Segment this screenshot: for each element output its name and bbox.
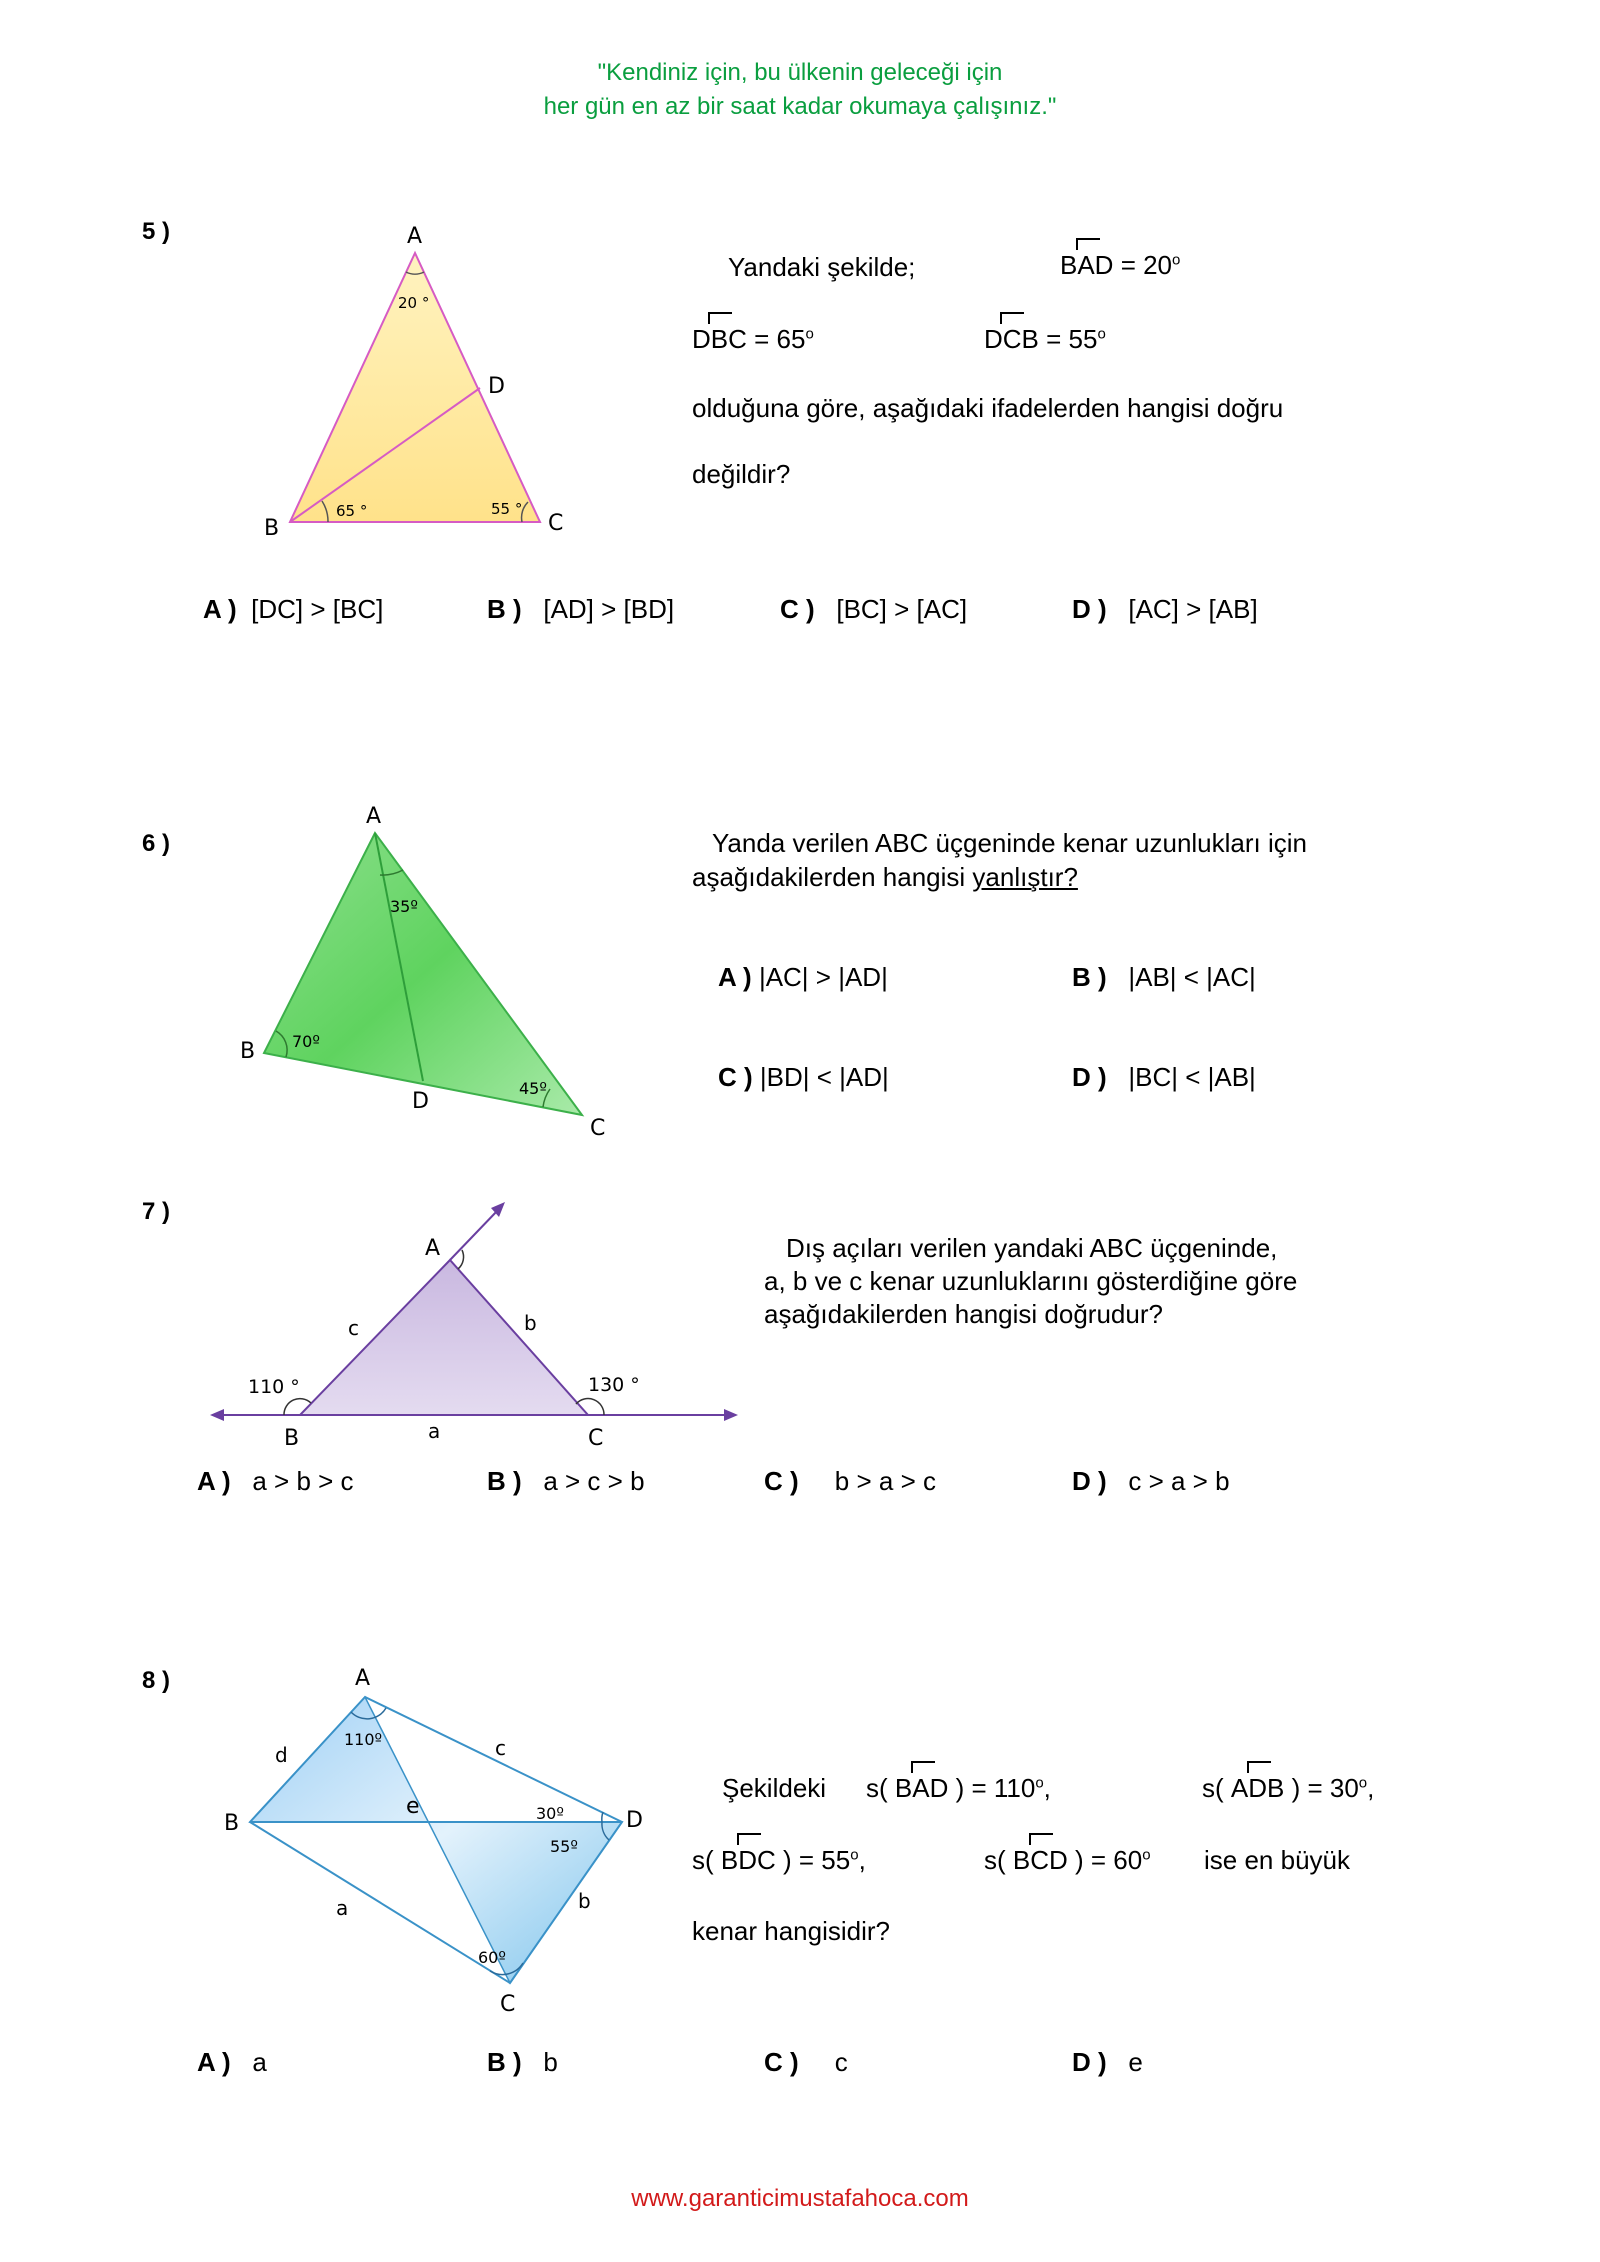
vertex-c-label: C: [500, 1992, 516, 2017]
angle-b-label: 110 °: [248, 1376, 300, 1398]
angle-name: ADB: [1230, 1773, 1285, 1803]
underlined-word: yanlıştır?: [972, 862, 1078, 892]
side-c-label: c: [348, 1316, 359, 1340]
angle-a-label: 20 °: [398, 294, 430, 312]
question-6-number: 6 ): [142, 830, 171, 857]
vertex-a-label: A: [425, 1236, 441, 1261]
arrowhead-left: [210, 1409, 224, 1421]
question-7-line-2: a, b ve c kenar uzunluklarını gösterdiğine göre: [764, 1266, 1298, 1296]
angle-value: ) = 110: [948, 1773, 1036, 1803]
angle-a-exterior-arc: [458, 1250, 464, 1269]
option-letter: A ): [718, 962, 752, 992]
arc-notation: [1060, 250, 1113, 281]
option-text: |AC| > |AD|: [758, 962, 888, 992]
quote-line-1: "Kendiniz için, bu ülkenin geleceği için: [597, 59, 1003, 86]
angle-b-label: 70º: [292, 1032, 320, 1051]
side-b-label: b: [578, 1889, 591, 1913]
question-8-option-b[interactable]: [487, 2047, 558, 2078]
question-8-option-a[interactable]: [197, 2047, 267, 2078]
question-6-option-d[interactable]: [1072, 1062, 1256, 1093]
question-5-option-b[interactable]: [487, 594, 674, 625]
angle-a-label: 35º: [390, 897, 418, 916]
angle-prefix: s(: [692, 1845, 721, 1875]
arrowhead-right: [724, 1409, 738, 1421]
angle-name: BDC: [720, 1845, 776, 1875]
option-letter: A ): [203, 594, 237, 624]
question-5-figure: [260, 225, 580, 545]
angle-value: = 65: [746, 324, 806, 354]
option-text: |BC| < |AB|: [1128, 1062, 1256, 1092]
question-5-dbc: [692, 324, 814, 355]
diagonal-e-label: e: [406, 1794, 420, 1819]
degree-sign: o: [1035, 1774, 1044, 1792]
option-text: b > a > c: [834, 1466, 936, 1496]
vertex-b-label: B: [224, 1811, 240, 1836]
question-7-number: 7 ): [142, 1198, 171, 1225]
question-8-figure: [210, 1655, 670, 2025]
question-8-bad: [866, 1773, 1051, 1804]
angle-prefix: s(: [1202, 1773, 1231, 1803]
option-text: |BD| < |AD|: [759, 1062, 889, 1092]
vertex-a-label: A: [355, 1666, 371, 1691]
angle-prefix: s(: [866, 1773, 895, 1803]
question-5-option-a[interactable]: [203, 594, 383, 625]
vertex-b-label: B: [264, 516, 280, 541]
question-7-line-3: aşağıdakilerden hangisi doğrudur?: [764, 1299, 1163, 1329]
side-b-label: b: [524, 1311, 537, 1335]
option-letter: D ): [1072, 594, 1107, 624]
degree-sign: o: [1142, 1846, 1151, 1864]
angle-name: DBC: [692, 324, 747, 354]
option-letter: D ): [1072, 1062, 1107, 1092]
option-text: |AB| < |AC|: [1128, 962, 1256, 992]
option-text: c: [834, 2047, 848, 2077]
option-letter: D ): [1072, 2047, 1107, 2077]
option-letter: D ): [1072, 1466, 1107, 1496]
quote-line-2: her gün en az bir saat kadar okumaya çalışınız.": [543, 93, 1057, 120]
arc-notation: [692, 324, 747, 355]
angle-c-label: 130 °: [588, 1374, 640, 1396]
vertex-c-label: C: [588, 1426, 604, 1450]
question-7-line-1: Dış açıları verilen yandaki ABC üçgeninde,: [786, 1233, 1278, 1263]
option-text: e: [1128, 2047, 1143, 2077]
question-5-line-2: olduğuna göre, aşağıdaki ifadelerden hangisi doğru: [692, 393, 1284, 423]
angle-value: ) = 30: [1284, 1773, 1359, 1803]
question-5-number: 5 ): [142, 218, 171, 245]
angle-bdc-label: 55º: [550, 1837, 578, 1856]
separator: ,: [858, 1845, 866, 1875]
question-8-line-3: kenar hangisidir?: [692, 1916, 891, 1946]
vertex-d-label: D: [626, 1808, 643, 1833]
question-6-line-1: Yanda verilen ABC üçgeninde kenar uzunlukları için: [712, 828, 1307, 858]
arc-notation: [1013, 1845, 1068, 1876]
option-text: [DC] > [BC]: [251, 594, 384, 624]
angle-b-label: 65 °: [336, 502, 368, 520]
question-5-intro: Yandaki şekilde;: [728, 252, 916, 282]
option-letter: A ): [197, 1466, 231, 1496]
angle-c-label: 60º: [478, 1948, 506, 1967]
degree-sign: o: [1172, 251, 1181, 269]
angle-c-label: 55 °: [491, 500, 523, 518]
option-text: [AD] > [BD]: [543, 594, 675, 624]
option-text: [BC] > [AC]: [836, 594, 968, 624]
option-text: c > a > b: [1128, 1466, 1230, 1496]
angle-value: ) = 60: [1067, 1845, 1143, 1875]
arc-notation: [1231, 1773, 1284, 1804]
vertex-b-label: B: [284, 1426, 300, 1450]
question-7-option-b[interactable]: [487, 1466, 645, 1497]
option-letter: C ): [764, 1466, 799, 1496]
option-letter: B ): [1072, 962, 1107, 992]
vertex-d-label: D: [412, 1089, 429, 1114]
side-a-label: a: [428, 1419, 441, 1443]
vertex-c-label: C: [548, 511, 564, 536]
option-letter: C ): [718, 1062, 753, 1092]
vertex-c-label: C: [590, 1116, 606, 1141]
angle-adb-label: 30º: [536, 1804, 564, 1823]
option-letter: B ): [487, 2047, 522, 2077]
vertex-d-label: D: [488, 374, 505, 399]
separator: ,: [1043, 1773, 1051, 1803]
degree-sign: o: [850, 1846, 859, 1864]
vertex-a-label: A: [407, 225, 423, 249]
question-5-bad: [1060, 250, 1180, 281]
question-8-intro: Şekildeki: [722, 1773, 827, 1803]
option-text: a > c > b: [543, 1466, 645, 1496]
separator: ,: [1367, 1773, 1375, 1803]
question-7-option-a[interactable]: [197, 1466, 354, 1497]
degree-sign: o: [1097, 325, 1106, 343]
option-text: [AC] > [AB]: [1128, 594, 1258, 624]
question-8-bdc: [692, 1845, 866, 1876]
angle-value: ) = 55: [775, 1845, 851, 1875]
vertex-a-label: A: [366, 805, 382, 829]
angle-adb-arc: [602, 1812, 603, 1822]
option-text: b: [543, 2047, 558, 2077]
question-5-dcb: [984, 324, 1106, 355]
option-letter: B ): [487, 594, 522, 624]
question-8-bcd: [984, 1845, 1151, 1876]
angle-name: DCB: [984, 324, 1039, 354]
question-8-adb: [1202, 1773, 1374, 1804]
option-letter: C ): [764, 2047, 799, 2077]
question-8-tail: ise en büyük: [1204, 1845, 1350, 1875]
option-text: a: [252, 2047, 267, 2077]
question-8-number: 8 ): [142, 1667, 171, 1694]
option-text: a > b > c: [252, 1466, 354, 1496]
question-5-option-d[interactable]: [1072, 594, 1258, 625]
angle-prefix: s(: [984, 1845, 1013, 1875]
angle-name: BAD: [894, 1773, 949, 1803]
angle-name: BCD: [1012, 1845, 1068, 1875]
arc-notation: [984, 324, 1039, 355]
triangle-abc: [300, 1260, 588, 1415]
question-6-option-b[interactable]: [1072, 962, 1256, 993]
question-6-option-a[interactable]: [718, 962, 888, 993]
arc-notation: [721, 1845, 776, 1876]
question-7-option-d[interactable]: [1072, 1466, 1230, 1497]
question-6-line-2: [692, 862, 1078, 893]
extension-line-ba: [450, 1210, 498, 1260]
question-6-figure: [230, 805, 620, 1145]
side-c-label: c: [495, 1736, 506, 1760]
angle-c-label: 45º: [519, 1079, 547, 1098]
question-7-figure: [200, 1190, 760, 1450]
question-5-line-3: değildir?: [692, 459, 791, 489]
angle-a-label: 110º: [344, 1730, 383, 1749]
vertex-b-label: B: [240, 1039, 256, 1064]
option-letter: C ): [780, 594, 815, 624]
question-8-option-d[interactable]: [1072, 2047, 1143, 2078]
triangle-abc: [264, 833, 582, 1115]
question-text: aşağıdakilerden hangisi: [692, 862, 973, 892]
question-8-option-c[interactable]: [764, 2047, 848, 2078]
question-7-option-c[interactable]: [764, 1466, 936, 1497]
angle-name: BAD: [1060, 250, 1114, 280]
arc-notation: [895, 1773, 948, 1804]
option-letter: B ): [487, 1466, 522, 1496]
side-d-label: d: [275, 1743, 288, 1767]
degree-sign: o: [1358, 1774, 1368, 1792]
side-a-label: a: [336, 1896, 349, 1920]
degree-sign: o: [805, 325, 814, 343]
question-5-option-c[interactable]: [780, 594, 967, 625]
option-letter: A ): [197, 2047, 231, 2077]
angle-value: = 55: [1038, 324, 1098, 354]
footer-website[interactable]: www.garanticimustafahoca.com: [631, 2185, 969, 2212]
question-6-option-c[interactable]: [718, 1062, 889, 1093]
angle-value: = 20: [1113, 250, 1173, 280]
